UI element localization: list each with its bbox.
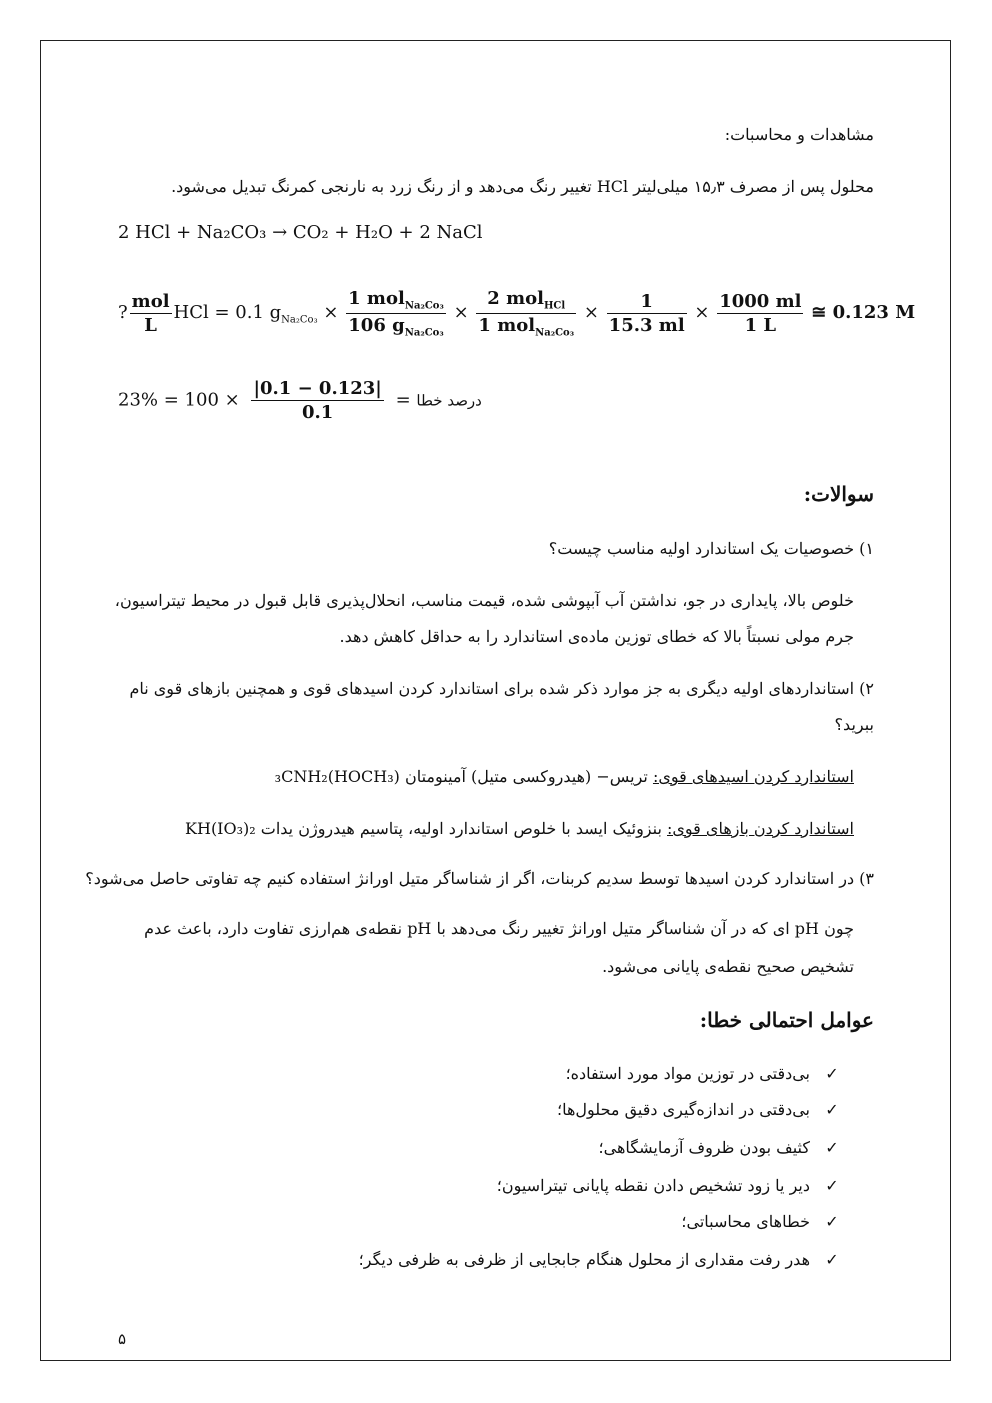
answer-1-line-2: جرم مولی نسبتاً بالا که خطای توزین ماده‌ی استاندارد را به حداقل کاهش دهد.: [339, 627, 854, 646]
error-percent-label: درصد خطا: [416, 391, 482, 410]
checkmark-icon: ✓: [825, 1100, 839, 1119]
checkmark-icon: ✓: [825, 1250, 839, 1269]
page-number: ۵: [118, 1330, 127, 1348]
error-factors-heading: عوامل احتمالی خطا:: [699, 1008, 874, 1032]
list-item: ✓بی‌دقتی در توزین مواد مورد استفاده؛: [566, 1064, 842, 1083]
answer-3-line-1: چون pH ای که در آن شناساگر متیل اورانژ تغییر رنگ می‌دهد با pH نقطه‌ی هم‌ارزی تفاوت دارد، باعث عدم: [144, 919, 854, 938]
fraction-1: $\frac{1 mol_{Na_2Co_3}}{106 g_{Na_2Co_3}}$: [348, 288, 444, 339]
answer-3-line-2: تشخیص صحیح نقطه‌ی پایانی می‌شود.: [602, 957, 854, 976]
question-3: ۳) در استاندارد کردن اسیدها توسط سدیم کربنات، اگر از شناساگر متیل اورانژ استفاده کنیم چه تفاوتی حاصل می‌شود؟: [85, 869, 874, 888]
list-item: ✓خطاهای محاسباتی؛: [681, 1212, 842, 1231]
list-item: ✓هدر رفت مقداری از محلول هنگام جابجایی از ظرفی به ظرفی دیگر؛: [359, 1250, 842, 1269]
fraction-4: $\frac{1000 ml}{1 L}$: [719, 290, 802, 336]
questions-heading: سوالات:: [803, 482, 874, 506]
answer-2-base: [185, 812, 854, 846]
list-item: ✓دیر یا زود تشخیص دادن نقطه پایانی تیتراسیون؛: [497, 1176, 842, 1195]
base-text: بنزوئیک ایسد با خلوص استاندارد اولیه، پتاسیم هیدروژن یدات KH(IO₃)₂: [185, 819, 667, 838]
error-percent-equation: درصد خطا = $\frac{|0.1 - 0.123|}{0.1}$ × 100 = 23%: [118, 378, 482, 423]
question-mark: ?: [118, 302, 128, 324]
acid-text: تریس− (هیدروکسی متیل) آمینومتان (HOCH₃)₃CNH₂: [274, 767, 653, 786]
fraction-3: $\frac{1}{15.3 ml}$: [608, 290, 685, 336]
observation-text: محلول پس از مصرف ۱۵٫۳ میلی‌لیتر HCl تغییر رنگ می‌دهد و از رنگ زرد به نارنجی کمرنگ تبدیل می‌شود.: [171, 177, 874, 196]
checkmark-icon: ✓: [825, 1212, 839, 1231]
checkmark-icon: ✓: [825, 1064, 839, 1083]
base-label: استاندارد کردن بازهای قوی:: [667, 819, 854, 838]
molarity-result: ≅ 0.123 M: [811, 302, 916, 324]
checkmark-icon: ✓: [825, 1138, 839, 1157]
fraction-2: $\frac{2 mol_{HCl}}{1 mol_{Na_2Co_3}}$: [478, 288, 575, 339]
list-item: ✓بی‌دقتی در اندازه‌گیری دقیق محلول‌ها؛: [557, 1100, 842, 1119]
observations-title: مشاهدات و محاسبات:: [724, 125, 874, 144]
hcl-mass-term: HCl = 0.1 $g_{Na_2Co_3}$: [173, 302, 318, 326]
molarity-calculation: ? $\frac{\text{mol}}{L}$ HCl = 0.1 $g_{Na_2Co_3}$ × $\frac{1 mol_{Na_2Co_3}}{106 g_{Na_2Co_3}}$ × $\frac{2 mol_{HCl}}{1 mol_{Na_2Co_3}}$ × $\frac{1}{15.3 ml}$ × $\frac{1000 ml}{1 L}$ ≅ 0.123 M: [118, 288, 916, 339]
acid-label: استاندارد کردن اسیدهای قوی:: [652, 767, 854, 786]
list-item: ✓کثیف بودن ظروف آزمایشگاهی؛: [599, 1138, 842, 1157]
question-2-line-1: ۲) استانداردهای اولیه دیگری به جز موارد ذکر شده برای استاندارد کردن اسیدهای قوی و همچنین بازهای قوی نام: [129, 679, 874, 698]
question-2-line-2: ببرید؟: [834, 715, 874, 734]
answer-2-acid: [275, 760, 854, 794]
question-1: ۱) خصوصیات یک استاندارد اولیه مناسب چیست؟: [548, 539, 874, 558]
error-fraction: $\frac{|0.1 - 0.123|}{0.1}$: [253, 378, 382, 423]
mol-per-liter-fraction: $\frac{\text{mol}}{L}$: [131, 290, 170, 336]
reaction-equation: 2 HCl + Na₂CO₃ → CO₂ + H₂O + 2 NaCl: [118, 222, 483, 243]
answer-1-line-1: خلوص بالا، پایداری در جو، نداشتن آب آبپوشی شده، قیمت مناسب، انحلال‌پذیری قابل قبول در محیط تیتراسیون،: [114, 591, 854, 610]
checkmark-icon: ✓: [825, 1176, 839, 1195]
